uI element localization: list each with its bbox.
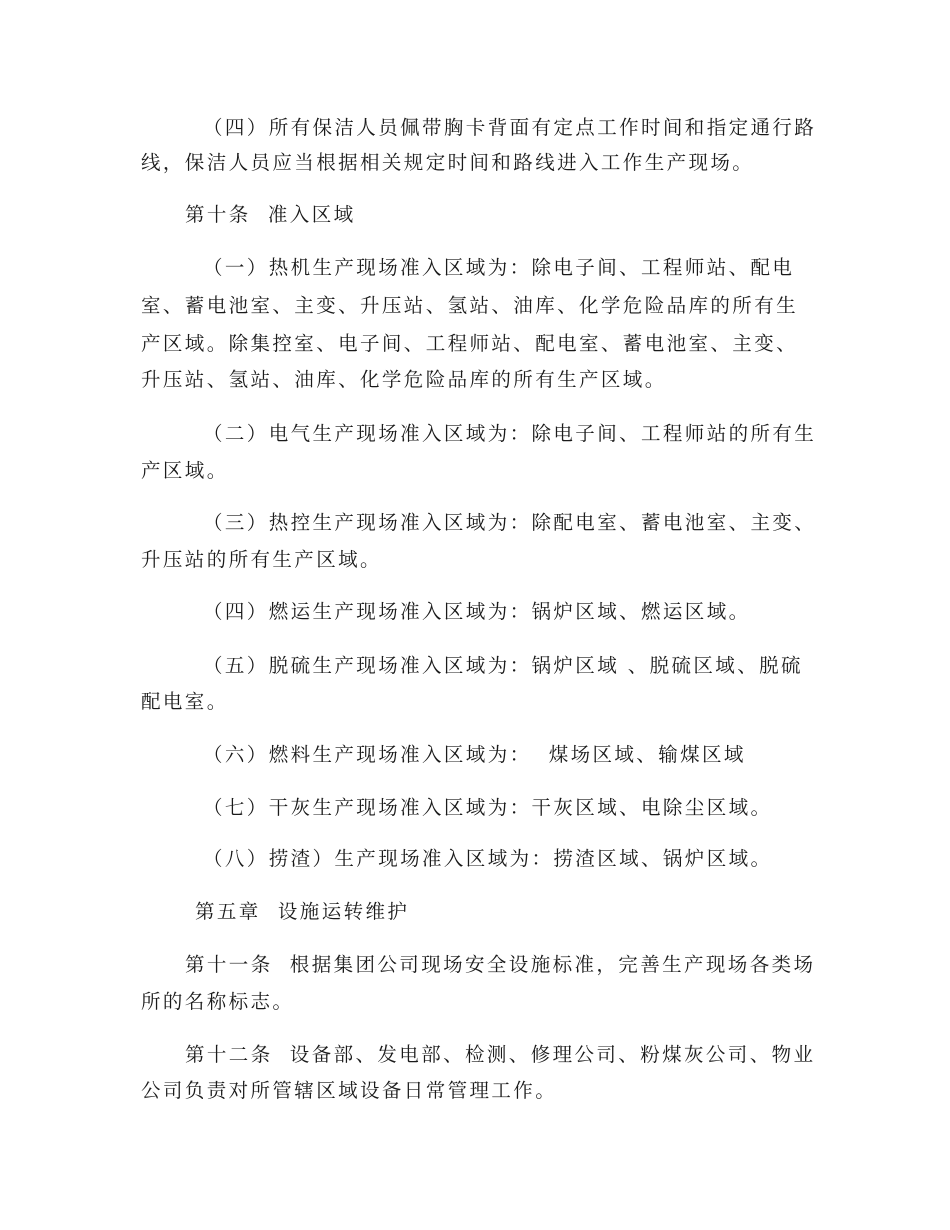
text-line: 公司负责对所管辖区域设备日常管理工作。 bbox=[141, 1079, 558, 1102]
section-heading: 第十条 准入区域 bbox=[185, 203, 356, 226]
text-line: （一）热机生产现场准入区域为：除电子间、工程师站、配电 bbox=[203, 256, 795, 279]
text-line: （六）燃料生产现场准入区域为： 煤场区域、输煤区域 bbox=[203, 743, 746, 766]
text-line: （五）脱硫生产现场准入区域为：锅炉区域 、脱硫区域、脱硫 bbox=[203, 654, 803, 677]
text-line: 第十二条 设备部、发电部、检测、修理公司、粉煤灰公司、物业 bbox=[185, 1043, 816, 1066]
text-line: 所的名称标志。 bbox=[141, 990, 295, 1013]
text-line: 第十一条 根据集团公司现场安全设施标准，完善生产现场各类场 bbox=[185, 953, 816, 976]
text-line: 室、蓄电池室、主变、升压站、氢站、油库、化学危险品库的所有生 bbox=[141, 294, 799, 317]
text-line: 配电室。 bbox=[141, 690, 229, 713]
text-line: 产区域。除集控室、电子间、工程师站、配电室、蓄电池室、主变、 bbox=[141, 332, 799, 355]
chapter-heading: 第五章 设施运转维护 bbox=[195, 900, 410, 923]
text-line: 线，保洁人员应当根据相关规定时间和路线进入工作生产现场。 bbox=[141, 151, 755, 174]
text-line: （二）电气生产现场准入区域为：除电子间、工程师站的所有生 bbox=[203, 422, 817, 445]
text-line: （三）热控生产现场准入区域为：除配电室、蓄电池室、主变、 bbox=[203, 511, 817, 534]
text-line: 升压站的所有生产区域。 bbox=[141, 548, 382, 571]
text-line: （八）捞渣）生产现场准入区域为：捞渣区域、锅炉区域。 bbox=[203, 847, 773, 870]
text-line: 产区域。 bbox=[141, 459, 229, 482]
text-line: （七）干灰生产现场准入区域为：干灰区域、电除尘区域。 bbox=[203, 796, 773, 819]
text-line: （四）燃运生产现场准入区域为：锅炉区域、燃运区域。 bbox=[203, 600, 751, 623]
text-line: 升压站、氢站、油库、化学危险品库的所有生产区域。 bbox=[141, 368, 667, 391]
text-line: （四）所有保洁人员佩带胸卡背面有定点工作时间和指定通行路 bbox=[203, 116, 817, 139]
